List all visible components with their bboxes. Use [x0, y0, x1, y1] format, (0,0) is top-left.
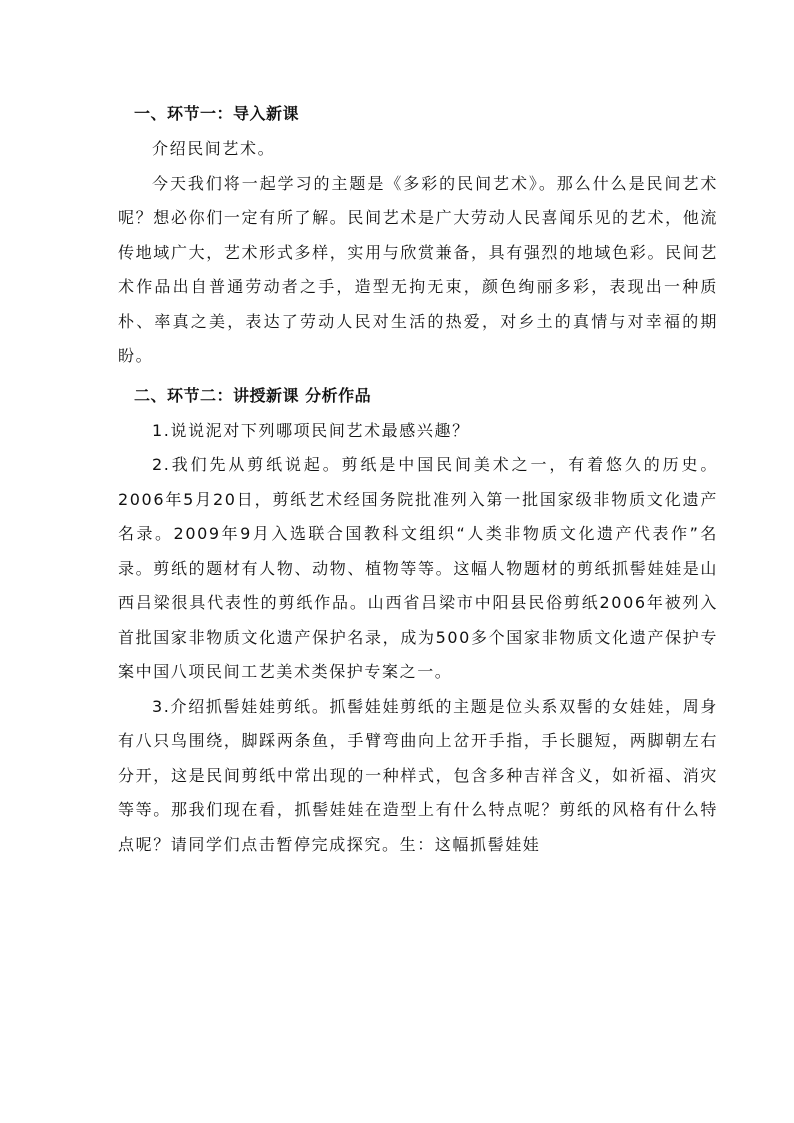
section1-heading: 一、环节一：导入新课: [134, 104, 300, 123]
document-body: [118, 100, 718, 862]
section2-heading: 二、环节二：讲授新课 分析作品: [134, 385, 372, 405]
section2-item3: 3.介绍抓髻娃娃剪纸。抓髻娃娃剪纸的主题是位头系双髻的女娃娃，周身有八只鸟围绕，脚踩两条鱼，手臂弯曲向上岔开手指，手长腿短，两脚朝左右分开，这是民间剪纸中常出现的一种样式，包含多种吉祥含义，如祈福、消灾等等。那我们现在看，抓髻娃娃在造型上有什么特点呢？剪纸的风格有什么特点呢？请同学们点击暂停完成探究。生：这幅抓髻娃娃: [118, 696, 718, 854]
section2-item2: 2.我们先从剪纸说起。剪纸是中国民间美术之一，有着悠久的历史。2006年5月20日，剪纸艺术经国务院批准列入第一批国家级非物质文化遗产名录。2009年9月入选联合国教科文组织“人类非物质文化遗产代表作”名录。剪纸的题材有人物、动物、植物等等。这幅人物题材的剪纸抓髻娃娃是山西吕梁很具代表性的剪纸作品。山西省吕梁市中阳县民俗剪纸2006年被列入首批国家非物质文化遗产保护名录，成为500多个国家非物质文化遗产保护专案中国八项民间工艺美术类保护专案之一。: [118, 455, 718, 681]
section1-paragraph: 今天我们将一起学习的主题是《多彩的民间艺术》。那么什么是民间艺术呢？想必你们一定有所了解。民间艺术是广大劳动人民喜闻乐见的艺术，他流传地域广大，艺术形式多样，实用与欣赏兼备，具有强烈的地域色彩。民间艺术作品出自普通劳动者之手，造型无拘无束，颜色绚丽多彩，表现出一种质朴、率真之美，表达了劳动人民对生活的热爱，对乡土的真情与对幸福的期盼。: [118, 173, 718, 365]
section1-intro: 介绍民间艺术。: [152, 139, 276, 158]
section2-item1: 1.说说泥对下列哪项民间艺术最感兴趣？: [152, 420, 470, 440]
